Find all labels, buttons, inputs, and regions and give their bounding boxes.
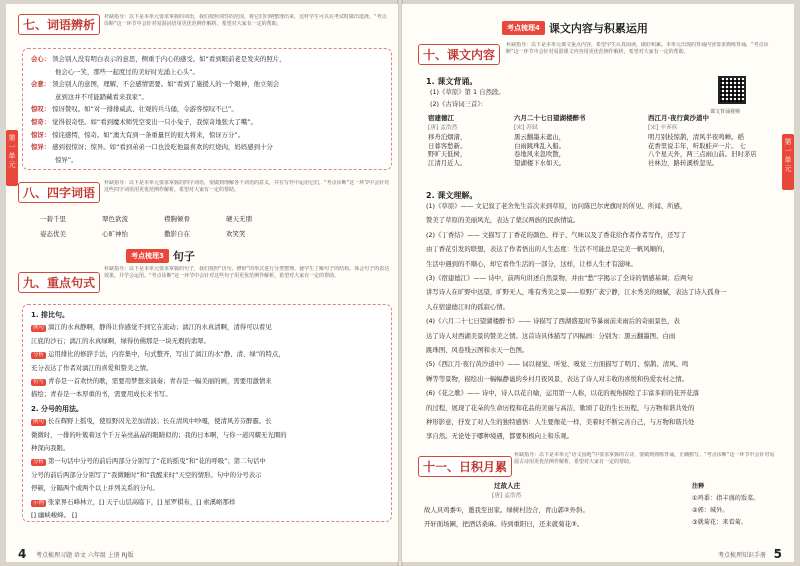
recite-item-2: (2)《古诗词三首》： xyxy=(430,100,487,108)
section-10-tip: 补缺指导：以下是本单元课文重点内容，希望学生认真阅读，做好积累。本单元出现的背诵内容要求熟练背诵，“考点诊断”这一环节中会针对易混课文内容用更优范例作解析，希望对大家有一定的帮助。 xyxy=(506,42,769,55)
sentence-line xyxy=(31,377,272,386)
recite-heading: 1. 课文背诵。 xyxy=(426,77,478,86)
sentence-line xyxy=(31,323,272,332)
sentence-subheading: 1. 排比句。 xyxy=(31,311,69,319)
word-term: 惊讶： xyxy=(31,130,51,139)
understand-line: 人在宿建德江时的孤寂心情。 xyxy=(426,302,510,311)
key-point-3-header xyxy=(126,248,195,263)
poem-block xyxy=(428,114,486,167)
sentence-badge: 仿写 xyxy=(33,379,45,385)
four-char-word: 姿态优美 xyxy=(40,230,66,238)
poem-author: [唐] 孟浩然 xyxy=(428,124,458,131)
poem-line: 社林边，路转溪桥忽见。 xyxy=(648,158,719,167)
poem-line: 故人具鸡黍①，邀我至田家。绿树村边合，青山郭②外斜。 xyxy=(424,506,589,514)
four-char-word: 心旷神怡 xyxy=(102,230,128,238)
word-analysis-line xyxy=(31,156,77,164)
understand-line: 讲写诗人在旷野中远望，旷野无人，唯有秀美之景——原野广袤宁静，江水秀美的细腻，表达了诗人孤身一 xyxy=(426,288,727,297)
key-point-tag: 考点梳理3 xyxy=(126,249,169,263)
section-11-tip: 补缺指导：以下是本单元“语文园地”中要求掌握的古诗，要做到熟练背诵，正确默写。“考点诊断”这一环节中会针对易混古诗用更优范例作解析，希望对大家有一定的帮助。 xyxy=(514,452,775,465)
sentence-badge: 分析 xyxy=(33,459,45,466)
sentence-text: 长在辉野上摇曳，使原野闪光差加清波；长在清风中吵嘎，使清风芳芬醉霸。长 xyxy=(48,417,272,426)
poem-author: [宋] 辛弃疾 xyxy=(648,124,678,131)
word-analysis-line xyxy=(31,105,238,113)
sentence-text: 运用排比的修辞手法，内容集中，句式整齐，写出了漓江的水“静、清、绿”的特点， xyxy=(48,350,285,359)
understand-line: (4)《六月二十七日望湖楼醉书》—— 诗描写了西湖盛夏时节暴雨前来雨后的奇丽景色，表 xyxy=(426,317,680,326)
understand-line: 享自然。无论处于哪种境遇，都要积极向上和乐观。 xyxy=(426,432,573,441)
understand-heading: 2. 课文理解。 xyxy=(426,191,478,200)
sentence-line xyxy=(31,511,77,519)
four-char-word: 翠色欲流 xyxy=(102,215,128,223)
word-definition: 领会别人的意图，理解，不会感情需要。如“看到了施援人的一个眼神，他立刻会 xyxy=(52,80,280,89)
notes-heading: 注释 xyxy=(692,483,705,490)
understand-line: 赞美了草原的美丽风光，表达了蒙汉两族的民族情谊。 xyxy=(426,216,580,225)
understand-line: (5)《西江月·夜行黄沙道中》—— 词以视觉、听觉、嗅觉三方面描写了明月、惊鹊、清风、鸣 xyxy=(426,360,689,369)
poem-line: 野旷天低树， xyxy=(428,150,467,158)
understand-line: 种形影意，抒发了对人生的独特感悟：人生要像花一样，美着时不断完善自己，与万物和谐共处 xyxy=(426,418,695,426)
sentence-text: 分号的前后两部分分别写了“我微睡时”和“我醒来时”天空的情形。句中的分号表示 xyxy=(31,470,262,479)
poem-title: 过故人庄 xyxy=(494,482,521,490)
sentence-subheading: 2. 分号的用法。 xyxy=(31,404,83,413)
unit-side-tab: 第一单元 xyxy=(782,134,794,190)
sentence-line xyxy=(31,498,235,507)
understand-line: 蝉等等景物，描绘出一幅幅静谧的乡村月夜风景，表达了诗人对丰收的喜悦和热爱农村之情。 xyxy=(426,374,689,383)
word-analysis-line xyxy=(31,93,148,101)
word-term: 惊叹： xyxy=(31,105,51,114)
sentence-badge: 示例 xyxy=(33,499,45,506)
left-page xyxy=(6,4,398,562)
four-char-word: 欢笑笑 xyxy=(226,230,246,238)
word-definition: 感到很惊讶；惊异。如“看到弟弟一口也没吃他最喜欢的红烧肉，妈妈感到十分 xyxy=(52,143,273,152)
understand-line: (3)《宿建德江》—— 诗中，前两句讲述自然景物，并由“愁”字揭示了全诗的情感基调；后两句 xyxy=(426,274,693,282)
understand-line: 跳珠图、风卷残云图和水天一色图。 xyxy=(426,346,529,354)
sentence-text: 微微时，一排的叶簇着这个千万朵亮晶晶的眼睛似的；我的日本啊，与你一道闪耀无光圈的 xyxy=(31,430,287,439)
word-definition: 觉得很奇怪。如“看到魔术师凭空变出一只小兔子，我惊奇地张大了嘴”。 xyxy=(52,118,257,126)
poem-line: 卷地风来忽吹散， xyxy=(514,150,566,158)
understand-line: 的过程，展现了花朵的生命历程和花品的美丽与高洁，歌颂了花的生长历程，与万物和谐共处的 xyxy=(426,403,695,412)
word-analysis-line xyxy=(31,55,286,63)
word-definition: 惊讶赞叹。如“对一排排威武、壮观的兵马俑，令游客惊叹不已”。 xyxy=(52,105,238,114)
poem-line: 明月别枝惊鹊，清风半夜鸣蝉。稻 xyxy=(648,133,744,141)
sentence-line xyxy=(31,350,285,359)
poem-line: 白雨跳珠乱入船。 xyxy=(514,141,566,150)
sentence-text: 描绘；青春是一本厚重的书，需要用成长来书写。 xyxy=(31,390,172,399)
understand-line: 生活中遇到的不顺心，却它看作生活的一部分，这样，让样人生才有滋味。 xyxy=(426,259,637,268)
sentence-text: 漓江的水真静啊，静得让你感觉不到它在流动；漓江的水真清啊，清得可以看见 xyxy=(48,323,272,332)
sentence-line xyxy=(31,417,272,426)
section-9-title: 九、重点句式 xyxy=(18,272,100,293)
page-footer: 考点梳理习题 语文 六年级 上册 RJ版 xyxy=(36,552,134,559)
sentence-text: 种深向我眼。 xyxy=(31,444,70,452)
poem-line: 江清月近人。 xyxy=(428,158,467,167)
word-definition: 惊诧感愕，惊奇。如“澳大有到一条重量巨的很大将来，惊讶万分”。 xyxy=(52,130,245,139)
poem-line: 黑云翻墨未遮山， xyxy=(514,133,566,141)
understand-line: 由丁香花引发的联想，表达了作者悟出的人生态度：生活不可能总是完美一帆风顺的， xyxy=(426,245,669,254)
word-term: 会意： xyxy=(31,80,51,89)
section-7-tip: 补缺指导：以下是本单元要求掌握的词语，我们按照词性的范围，将它们归纳整理出来，这样学生可以在考试时做出选择，“考点诊断”这一环节中会针对易混词语用更优范例作解析，希望对大家有一定的帮助。 xyxy=(104,14,387,27)
understand-line: (6)《花之歌》—— 诗中，诗人以花自喻，运用第一人称，以花的视角描绘了丰富多彩的花开花落 xyxy=(426,389,700,398)
poem-title: 六月二十七日望湖楼醉书 xyxy=(514,114,586,122)
key-point-tag: 考点梳理4 xyxy=(502,21,545,35)
key-point-4-header xyxy=(502,20,648,35)
section-7-title: 七、词语辨析 xyxy=(18,14,100,35)
understand-line: (1)《草原》—— 文记叙了老舍先生首次来到草原，访问陈巴尔虎旗时的所见、所闻、所感， xyxy=(426,202,687,210)
section-9-tip: 补缺指导：以下是本单元要求掌握的句子，我们按照“仿句、修辞”的形式进行分类整理，使学生了解句子的结构，体会句子的表达效果，并学会运用。“考点诊断”这一环节中会针对这些句子用更优范例作解析，希望对大家有一定的帮助。 xyxy=(104,266,390,279)
sentence-text: 第一句话中分号的前后两部分分别写了“花的摇曳”和“花的呼吸”；第二句话中 xyxy=(48,457,266,466)
sentence-badge: 例句 xyxy=(33,325,45,332)
poem-title: 宿建德江 xyxy=(428,114,454,122)
poem-line: 花香里说丰年，听取蛙声一片。 七 xyxy=(648,141,746,150)
word-analysis-line xyxy=(31,80,279,88)
four-char-words xyxy=(40,214,288,238)
word-term: 会心： xyxy=(31,55,51,63)
note-line: ③就菊花：来看菊。 xyxy=(692,519,748,526)
sentence-text: 充分表达了作者对漓江的喜爱和赞美之情。 xyxy=(31,363,153,372)
poem-line: 移舟泊烟渚， xyxy=(428,133,467,141)
sentence-line xyxy=(31,337,210,345)
sentence-text: 张家界石峰林立，[] 天子山层高临下，[] 星罗棋布，[] 索溪峪那样 xyxy=(48,497,236,506)
key-point-title: 课文内容与积累运用 xyxy=(548,21,648,35)
poem-line: 开轩面场圃，把酒话桑麻。待到重阳日，还来就菊花③。 xyxy=(424,520,584,528)
sentence-text: 停顿，分隔两个或两个以上并列关系的分句。 xyxy=(31,484,159,493)
four-char-word: 硬天无朋 xyxy=(226,215,252,223)
word-analysis-line xyxy=(31,118,257,126)
poem-author: [宋] 苏轼 xyxy=(514,124,538,131)
word-definition: 意到这并不可能踏藏看来我家”。 xyxy=(55,92,148,101)
sentence-text: 江底的沙石；漓江的水真绿啊，绿得仿佛那是一块无瑕的翡翠。 xyxy=(31,336,210,345)
key-point-title: 句子 xyxy=(172,249,195,263)
sentence-line xyxy=(31,364,152,372)
sentence-line xyxy=(31,444,69,452)
word-analysis-line xyxy=(31,143,273,151)
sentence-box xyxy=(22,304,392,522)
section-10-title: 十、课文内容 xyxy=(418,44,500,65)
sentence-badge: 分析 xyxy=(33,352,45,359)
poem-line: 八个星天外，两三点雨山前。旧时茅店 xyxy=(648,150,757,158)
word-analysis-line xyxy=(31,68,199,76)
understand-line: 达了诗人对西湖美景的赞美之情。这首诗具体描写了四幅画：分别为：黑云翻墨图、白雨 xyxy=(426,331,676,340)
poem-line: 日暮客愁新。 xyxy=(428,141,467,150)
poem-block xyxy=(514,114,606,167)
section-11-title: 十一、日积月累 xyxy=(418,456,512,477)
word-definition: 他会心一笑，那些一起度过的美好时光涌上心头”。 xyxy=(55,67,199,76)
understand-line: (2)《丁香结》—— 文描写了丁香花的颜色、样子、气味以及了香花给作者作者写作，还写了 xyxy=(426,230,687,239)
sentence-badge: 例句 xyxy=(33,419,45,426)
qr-caption: 课文背诵视频 xyxy=(710,109,741,115)
sentence-text: [] 幽峡峻峰。 [] xyxy=(31,511,77,519)
poem-line: 望湖楼下水如天。 xyxy=(514,158,566,167)
word-definition: 惊异”。 xyxy=(55,155,78,164)
sentence-line xyxy=(31,457,266,466)
note-line: ①鸡黍：指丰盛的饭菜。 xyxy=(692,495,760,502)
section-8-tip: 补缺指导：以下是本单元要求掌握的四字词语，要做到理解各个词语的意义，并在写作中运用它们，“考点诊断”这一环节中会针对这些四字词语用更优范例作解析，希望对大家有一定的帮助。 xyxy=(104,180,390,193)
recite-item-1: (1)《草原》第 1 自然段。 xyxy=(430,88,505,96)
poem-block xyxy=(648,114,766,167)
four-char-word: 襟胸倾骨 xyxy=(164,215,190,223)
right-page xyxy=(402,4,794,562)
four-char-word: 一碧千里 xyxy=(40,215,66,223)
sentence-line xyxy=(31,431,287,439)
word-term: 惊奇： xyxy=(31,118,51,126)
page-footer: 考点梳理知识手册 xyxy=(717,552,766,559)
four-char-word: 撒影自在 xyxy=(164,230,190,238)
poem-title: 西江月·夜行黄沙道中 xyxy=(648,114,709,122)
page-number: 4 xyxy=(18,547,27,561)
note-line: ②郭：城外。 xyxy=(692,507,729,514)
section-8-title: 八、四字词语 xyxy=(18,182,100,203)
sentence-line xyxy=(31,471,262,479)
word-term: 惊异： xyxy=(31,143,51,152)
word-definition: 领会别人没有明白表示的意思，侧重于内心的感受。如“看到眼前老是发夹的照片， xyxy=(52,55,286,63)
sentence-line xyxy=(31,390,172,398)
qr-code[interactable] xyxy=(718,76,746,104)
poem-author: [唐] 孟浩然 xyxy=(492,493,522,499)
word-analysis-line xyxy=(31,131,244,139)
word-analysis-box xyxy=(22,48,392,170)
sentence-line xyxy=(31,484,159,492)
sentence-text: 青春是一首欢快的歌，需要用梦想来演奏；青春是一幅美丽的画，需要用激情来 xyxy=(48,377,272,385)
unit-side-tab: 第一单元 xyxy=(6,130,18,186)
page-number: 5 xyxy=(773,547,782,561)
